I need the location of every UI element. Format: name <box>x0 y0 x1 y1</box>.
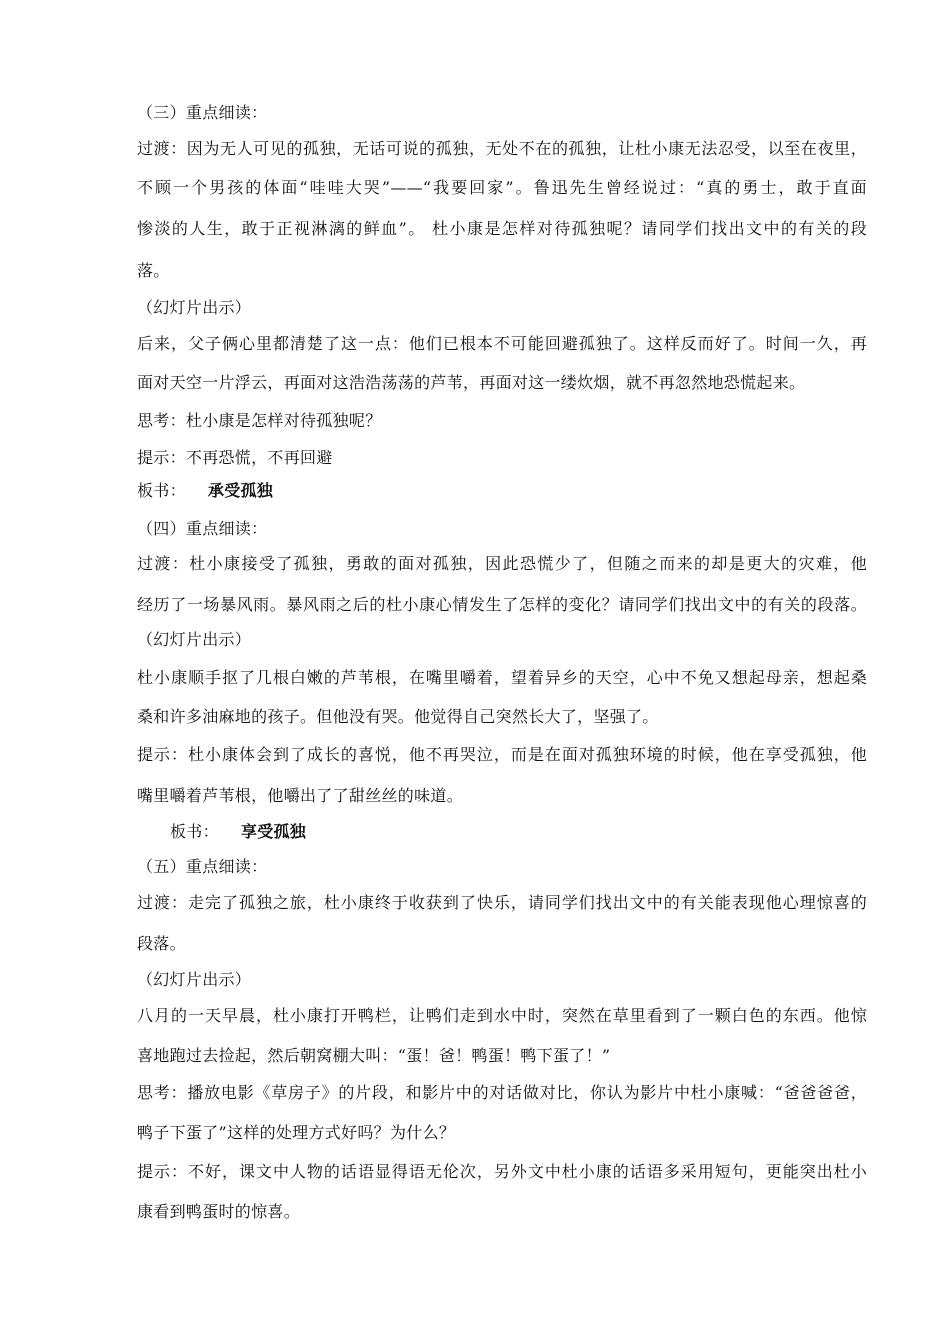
section-3-transition-line-3: 惨淡的人生，敢于正视淋漓的鲜血”。 杜小康是怎样对待孤独呢？请同学们找出文中的有关的段 <box>137 219 867 238</box>
board-label: 板书： <box>137 481 186 500</box>
section-4-board <box>170 822 900 842</box>
section-3-heading: （三）重点细读： <box>137 103 268 122</box>
board-label: 板书： <box>170 822 219 841</box>
section-3-hint: 提示：不再恐慌，不再回避 <box>137 448 333 467</box>
section-5-hint-line-1: 提示：不好，课文中人物的话语显得语无伦次，另外文中杜小康的话语多采用短句，更能突出杜小 <box>137 1162 867 1181</box>
section-5-transition-line-2: 段落。 <box>137 934 186 953</box>
section-5-slide-label: （幻灯片出示） <box>137 970 252 989</box>
section-4-passage-line-1: 杜小康顺手抠了几根白嫩的芦苇根，在嘴里嚼着，望着异乡的天空，心中不免又想起母亲，想起桑 <box>137 668 867 687</box>
section-4-hint-line-2: 嘴里嚼着芦苇根，他嚼出了了甜丝丝的味道。 <box>137 786 464 805</box>
section-5-passage-line-1: 八月的一天早晨，杜小康打开鸭栏，让鸭们走到水中时，突然在草里看到了一颗白色的东西。他惊 <box>137 1006 867 1025</box>
section-5-passage-line-2: 喜地跑过去捡起，然后朝窝棚大叫：“蛋！爸！鸭蛋！鸭下蛋了！” <box>137 1046 611 1065</box>
section-4-heading: （四）重点细读： <box>137 519 268 538</box>
board-text: 承受孤独 <box>207 481 274 500</box>
section-3-transition-line-1: 过渡：因为无人可见的孤独，无话可说的孤独，无处不在的孤独，让杜小康无法忍受，以至在夜里， <box>137 139 867 158</box>
board-text: 享受孤独 <box>240 822 307 841</box>
section-3-question: 思考：杜小康是怎样对待孤独呢？ <box>137 411 382 430</box>
section-5-transition-line-1: 过渡：走完了孤独之旅，杜小康终于收获到了快乐，请同学们找出文中的有关能表现他心理惊喜的 <box>137 893 867 912</box>
section-5-hint-line-2: 康看到鸭蛋时的惊喜。 <box>137 1202 301 1221</box>
section-3-transition-line-2: 不顾一个男孩的体面“哇哇大哭”——“我要回家”。鲁迅先生曾经说过：“真的勇士，敢于直面 <box>137 178 867 197</box>
section-3-slide-label: （幻灯片出示） <box>137 298 252 317</box>
section-4-passage-line-2: 桑和许多油麻地的孩子。但他没有哭。他觉得自己突然长大了，坚强了。 <box>137 707 659 726</box>
section-3-transition-line-4: 落。 <box>137 261 170 280</box>
section-4-hint-line-1: 提示：杜小康体会到了成长的喜悦，他不再哭泣，而是在面对孤独环境的时候，他在享受孤独，他 <box>137 745 867 764</box>
section-5-question-line-2: 鸭子下蛋了”这样的处理方式好吗？为什么？ <box>137 1123 456 1142</box>
section-4-transition-line-2: 经历了一场暴风雨。暴风雨之后的杜小康心情发生了怎样的变化？请同学们找出文中的有关的段落。 <box>137 595 867 614</box>
section-4-slide-label: （幻灯片出示） <box>137 630 252 649</box>
section-3-board <box>137 481 867 501</box>
section-5-question-line-1: 思考：播放电影《草房子》的片段，和影片中的对话做对比，你认为影片中杜小康喊：“爸爸爸爸， <box>137 1083 867 1102</box>
section-3-passage-line-2: 面对天空一片浮云，再面对这浩浩荡荡的芦苇，再面对这一缕炊烟，就不再忽然地恐慌起来。 <box>137 373 806 392</box>
section-4-transition-line-1: 过渡：杜小康接受了孤独，勇敢的面对孤独，因此恐慌少了，但随之而来的却是更大的灾难，他 <box>137 554 867 573</box>
section-3-passage-line-1: 后来，父子俩心里都清楚了这一点：他们已根本不可能回避孤独了。这样反而好了。时间一久，再 <box>137 334 867 353</box>
section-5-heading: （五）重点细读： <box>137 857 268 876</box>
